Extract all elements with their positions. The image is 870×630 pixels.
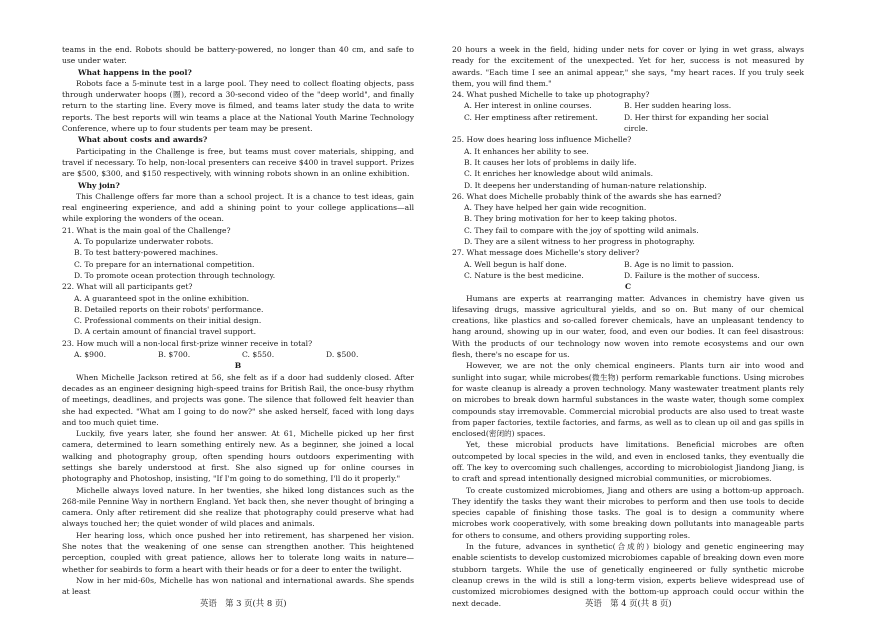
paragraph: However, we are not the only chemical engineers. Plants turn air into wood and sunlight into sugar, while microbes(微生物) perform remarkable functions. Using microbes for waste cleanup is already a proven technology. Many wastewater treatment plants rely on microbes to break down harmful substances in the waste water, though some complex compounds stay irremovable. Commercial microbial products are also used to treat waste from paper factories, textile factories, and farms, as well as to clean up oil and gas spills in enclosed(密闭的) spaces. [452, 361, 804, 439]
question-22: 22. What will all participants get? [62, 282, 193, 292]
question-27: 27. What message does Michelle's story deliver? [452, 248, 640, 258]
option: D. Failure is the mother of success. [624, 270, 760, 280]
page-footer-right: 英语 第 4 页(共 8 页) [585, 598, 672, 608]
section-label-b: B [234, 361, 242, 371]
right-page-column [452, 44, 804, 609]
paragraph: In the future, advances in synthetic(合成的) biology and genetic engineering may enable scientists to develop customized microbiomes capable of breaking down even more stubborn targets. While the use of genetically engineered or fully synthetic microbe cleanup crews in the wild is still a long-term vision, experts believe widespread use of customized microbiomes designed with the bottom-up approach could occur within the next decade. [452, 542, 804, 608]
paragraph: Now in her mid-60s, Michelle has won national and international awards. She spends at least [62, 575, 414, 597]
option: B. Age is no limit to passion. [624, 259, 734, 269]
question-24: 24. What pushed Michelle to take up photography? [452, 90, 650, 100]
options-row [452, 112, 804, 135]
option: B. $700. [158, 350, 191, 360]
option: A. $900. [74, 350, 107, 360]
option: A. A guaranteed spot in the online exhibition. [74, 293, 250, 303]
option: D. They are a silent witness to her progress in photography. [464, 237, 695, 247]
option: A. Well begun is half done. [464, 259, 567, 269]
paragraph: Luckily, five years later, she found her answer. At 61, Michelle picked up her first camera, determined to learn something entirely new. As a beginner, she joined a local walking and photography group, often spending hours outdoors experimenting with settings she barely understood at first. She also signed up for online courses in photography and Photoshop, insisting, "If I'm going to do something, I'll do it properly." [62, 429, 414, 484]
option: B. They bring motivation for her to keep taking photos. [464, 214, 677, 224]
paragraph: Humans are experts at rearranging matter. Advances in chemistry have given us lifesaving drugs, massive agricultural yields, and so on. But many of our chemical creations, like plastics and so-called forever chemicals, have an unpleasant tendency to hang around, showing up in our water, food, and even our bodies. It can feel disastrous: With the products of our technology now woven into remote ecosystems and our own flesh, there's no escape for us. [452, 293, 804, 360]
option: C. Her emptiness after retirement. [464, 112, 598, 122]
paragraph: 20 hours a week in the field, hiding under nets for cover or lying in wet grass, always ready for the excitement of the unexpected. Yet for her, success is not measured by awards. "Each time I see an animal appear," she says, "my heart races. If you truly seek them, you will find them." [452, 45, 804, 88]
option: C. To prepare for an international competition. [74, 259, 255, 269]
paragraph: Her hearing loss, which once pushed her into retirement, has sharpened her vision. She notes that the weakening of one sense can strengthen another. This heightened perception, coupled with great patience, allows her to tolerate long waits in nature—whether for seabirds to form a heart with their heads or for a deer to enter the twilight. [62, 530, 414, 574]
option: C. $550. [242, 350, 275, 360]
option: B. It causes her lots of problems in daily life. [464, 157, 637, 167]
option: A. To popularize underwater robots. [74, 237, 214, 247]
option: C. They fail to compare with the joy of spotting wild animals. [464, 225, 699, 235]
option: A. Her interest in online courses. [464, 101, 592, 111]
option: B. Detailed reports on their robots' performance. [74, 304, 264, 314]
paragraph: Michelle always loved nature. In her twenties, she hiked long distances such as the 268-mile Pennine Way in northern England. Yet back then, she never thought of bringing a camera. Only after retirement did she realize that photography could preserve what had always touched her; the quiet wonder of wild places and animals. [62, 485, 414, 529]
option: D. $500. [326, 350, 359, 360]
paragraph: teams in the end. Robots should be battery-powered, no longer than 40 cm, and safe to use under water. [62, 45, 414, 66]
option: D. Her thirst for expanding her social circle. [624, 112, 769, 134]
options-row [452, 270, 804, 281]
paragraph: This Challenge offers far more than a school project. It is a chance to test ideas, gain real engineering experience, and add a shining point to your college applications—all while exploring the wonders of the ocean. [62, 191, 414, 224]
option: C. Nature is the best medicine. [464, 270, 584, 280]
option: C. It enriches her knowledge about wild animals. [464, 169, 654, 179]
paragraph: Robots face a 5-minute test in a large pool. They need to collect floating objects, pass through underwater hoops (圈), record a 30-second video of the "deep world", and finally return to the starting line. Every move is filmed, and teams later study the data to write reports. The best reports will win teams a place at the National Youth Marine Technology Conference, where up to four students per team may be present. [62, 78, 414, 134]
paragraph: When Michelle Jackson retired at 56, she felt as if a door had suddenly closed. After decades as an engineer designing high-speed trains for British Rail, the once-busy rhythm of meetings, deadlines, and projects was gone. The silence that followed felt heavier than she had expected. "What am I going to do now?" she asked herself, faced with long days and too much quiet time. [62, 372, 414, 427]
option: C. Professional comments on their initial design. [74, 316, 262, 326]
option: A. It enhances her ability to see. [464, 146, 589, 156]
options-row [62, 349, 414, 360]
option: B. To test battery-powered machines. [74, 248, 219, 258]
question-23: 23. How much will a non-local first-prize winner receive in total? [62, 338, 313, 348]
left-page-column [62, 44, 414, 598]
question-26: 26. What does Michelle probably think of the awards she has earned? [452, 191, 722, 201]
section-heading: What happens in the pool? [78, 67, 192, 77]
paragraph: To create customized microbiomes, Jiang and others are using a bottom-up approach. They identify the tasks they want their microbes to perform and then use tools to decide species capable of finishing those tasks. The goal is to design a community where microbes work cooperatively, with some breaking down pollutants into manageable parts for others to consume, and others providing supporting roles. [452, 485, 804, 540]
option: D. A certain amount of financial travel support. [74, 327, 257, 337]
paragraph: Yet, these microbial products have limitations. Beneficial microbes are often outcompeted by local species in the wild, and even in enclosed tanks, they eventually die off. The key to overcoming such challenges, according to microbiologist Jiandong Jiang, is to craft and spread intentionally designed microbial communities, or microbiomes. [452, 440, 804, 484]
section-label-c: C [624, 282, 632, 292]
option: B. Her sudden hearing loss. [624, 101, 732, 111]
question-21: 21. What is the main goal of the Challenge? [62, 225, 231, 235]
options-row [452, 100, 804, 111]
options-row [452, 259, 804, 270]
option: D. To promote ocean protection through technology. [74, 270, 276, 280]
question-25: 25. How does hearing loss influence Michelle? [452, 135, 632, 145]
page-footer-left: 英语 第 3 页(共 8 页) [200, 598, 287, 608]
option: A. They have helped her gain wide recognition. [464, 203, 647, 213]
section-heading: Why join? [78, 180, 120, 190]
paragraph: Participating in the Challenge is free, but teams must cover materials, shipping, and travel if necessary. To help, non-local presenters can receive $400 in travel support. Prizes are $500, $300, and $150 respectively, with winning robots shown in an online exhibition. [62, 146, 414, 179]
option: D. It deepens her understanding of human-nature relationship. [464, 180, 707, 190]
section-heading: What about costs and awards? [78, 135, 208, 145]
